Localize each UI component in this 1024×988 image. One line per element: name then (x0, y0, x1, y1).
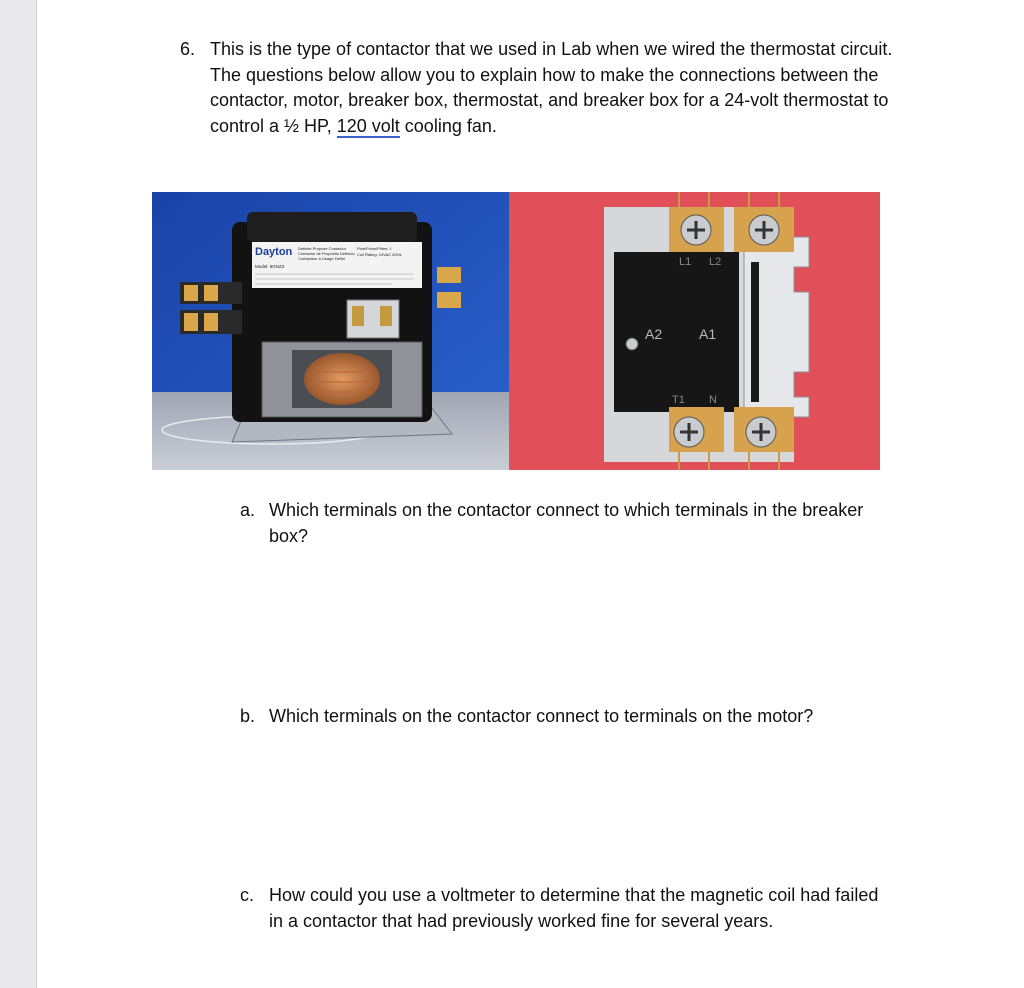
label-coil: Coil Rating: 24VAC 60Hz (357, 252, 402, 257)
subquestion-a (240, 498, 880, 549)
terminal-n: N (709, 394, 717, 406)
question-number: 6. (180, 39, 196, 59)
subquestion-c (240, 883, 880, 934)
question-text (210, 37, 920, 139)
label-poles: Pole/Polos/Pôles: 1 (357, 246, 392, 251)
page-gutter (0, 0, 37, 988)
subquestion-c-letter: c. (240, 885, 255, 905)
subquestion-a-text: Which terminals on the contactor connect to which terminals in the breaker box? (269, 500, 864, 546)
question-6 (180, 37, 920, 139)
terminal-l1: L1 (679, 256, 692, 268)
label-line3: Contacteur à Usage Défini (298, 256, 345, 261)
subquestion-b (240, 704, 880, 730)
terminal-l2: L2 (709, 256, 722, 268)
contactor-photo-right (509, 192, 880, 470)
subquestion-a-letter: a. (240, 500, 256, 520)
terminal-a2: A2 (645, 326, 663, 342)
subquestion-b-letter: b. (240, 706, 256, 726)
contactor-photo-left (152, 192, 509, 470)
terminal-t1: T1 (672, 394, 685, 406)
subquestion-b-text: Which terminals on the contactor connect to terminals on the motor? (269, 706, 814, 726)
dayton-brand: Dayton (255, 246, 293, 258)
label-line1: Definite Purpose Contactor (298, 246, 347, 251)
question-underlined-text: 120 volt (336, 115, 400, 136)
question-text-after: cooling fan. (399, 115, 497, 136)
question-text-before: This is the type of contactor that we used in Lab when we wired the thermostat circuit. The questions below allow you to explain how to make the connections between the contactor, motor, breaker box, thermostat, and breaker box for a 24-volt thermostat to control a ½ HP, (210, 39, 893, 136)
label-line2: Contactor de Propósito Definido (298, 251, 355, 256)
terminal-a1: A1 (699, 326, 717, 342)
subquestion-c-text: How could you use a voltmeter to determine that the magnetic coil had failed in a contactor that had previously worked fine for several years. (269, 885, 879, 931)
label-model: Model: 6GNZ3 (255, 264, 285, 269)
